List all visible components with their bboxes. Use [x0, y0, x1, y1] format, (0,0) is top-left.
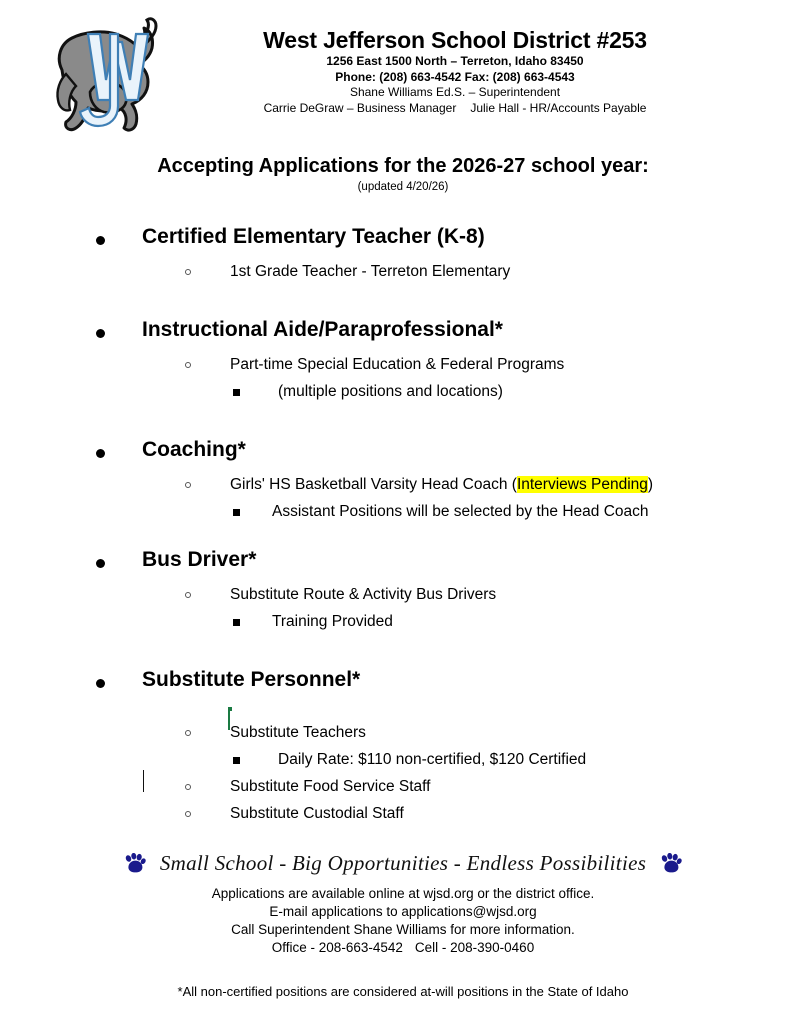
job-title: Bus Driver*	[142, 548, 257, 571]
job-subitem-label: Training Provided	[272, 613, 393, 630]
job-item-label	[230, 473, 653, 497]
page-title: Accepting Applications for the 2026-27 school year:	[157, 155, 649, 177]
bullet-square-icon	[233, 389, 240, 396]
job-section-instructional-aide	[0, 315, 806, 407]
collaborator-cursor	[228, 710, 230, 730]
job-title: Substitute Personnel*	[142, 668, 361, 691]
district-address: 1256 East 1500 North – Terreton, Idaho 83450	[326, 54, 584, 68]
job-item-label: Substitute Food Service Staff	[230, 778, 431, 795]
job-section-coaching	[0, 435, 806, 527]
job-section-bus-driver	[0, 545, 806, 637]
job-item-label: Substitute Route & Activity Bus Drivers	[230, 586, 497, 603]
section-gap	[0, 287, 806, 315]
job-subitem	[0, 748, 806, 775]
district-title: West Jefferson School District #253	[263, 27, 647, 53]
coach-text-before: Girls' HS Basketball Varsity Head Coach (	[230, 476, 517, 493]
job-section-certified-elementary-teacher	[0, 222, 806, 287]
job-section-substitute-personnel	[0, 665, 806, 829]
bullet-square-icon	[233, 757, 240, 764]
job-item-label: Substitute Teachers	[230, 724, 366, 741]
footer-applications-line: Applications are available online at wjsd.org or the district office.	[211, 886, 595, 901]
district-logo	[32, 8, 172, 140]
status-badge-interviews-pending: Interviews Pending	[516, 476, 648, 493]
job-listings	[0, 222, 806, 829]
bullet-disc-icon	[96, 679, 105, 688]
panther-wj-logo-icon	[32, 8, 172, 140]
job-heading	[0, 222, 806, 260]
bullet-disc-icon	[96, 449, 105, 458]
staff-line	[200, 101, 710, 117]
footer-office-phone: Office - 208-663-4542	[271, 940, 403, 955]
tagline-row	[0, 848, 806, 878]
job-heading	[0, 435, 806, 473]
job-item-label: Part-time Special Education & Federal Programs	[230, 356, 565, 373]
job-heading	[0, 665, 806, 703]
job-item	[0, 353, 806, 380]
job-heading	[0, 545, 806, 583]
header-text-block	[200, 26, 710, 116]
bullet-circle-icon	[185, 592, 191, 598]
bullet-square-icon	[233, 509, 240, 516]
hr-accounts-label: Julie Hall - HR/Accounts Payable	[470, 100, 647, 115]
job-title: Certified Elementary Teacher (K-8)	[142, 225, 485, 248]
footer-cell-phone: Cell - 208-390-0460	[414, 940, 535, 955]
footer-contact-block	[0, 885, 806, 957]
updated-date: (updated 4/20/26)	[357, 181, 449, 193]
job-subitem	[0, 610, 806, 637]
bullet-disc-icon	[96, 236, 105, 245]
item-gap	[0, 703, 806, 721]
district-tagline: Small School - Big Opportunities - Endless Possibilities	[159, 850, 647, 875]
bullet-circle-icon	[185, 784, 191, 790]
job-item	[0, 260, 806, 287]
footer-email-line: E-mail applications to applications@wjsd.org	[269, 904, 537, 919]
section-gap	[0, 527, 806, 545]
district-phone-fax: Phone: (208) 663-4542 Fax: (208) 663-4543	[335, 69, 575, 84]
job-item	[0, 583, 806, 610]
bullet-square-icon	[233, 619, 240, 626]
paw-print-icon	[660, 853, 682, 873]
footer-call-line: Call Superintendent Shane Williams for more information.	[231, 922, 575, 937]
job-subitem	[0, 380, 806, 407]
section-gap	[0, 407, 806, 435]
job-title: Instructional Aide/Paraprofessional*	[142, 318, 503, 341]
job-item	[0, 802, 806, 829]
superintendent-line: Shane Williams Ed.S. – Superintendent	[349, 85, 561, 99]
job-item-label: 1st Grade Teacher - Terreton Elementary	[230, 263, 511, 280]
job-item-label: Substitute Custodial Staff	[230, 805, 404, 822]
text-caret	[143, 770, 144, 792]
job-heading	[0, 315, 806, 353]
job-item	[0, 473, 806, 500]
business-manager-label: Carrie DeGraw – Business Manager	[263, 100, 457, 115]
job-title: Coaching*	[142, 438, 246, 461]
job-subitem-label: Assistant Positions will be selected by the Head Coach	[272, 503, 649, 520]
paw-print-icon	[124, 853, 146, 873]
bullet-circle-icon	[185, 269, 191, 275]
bullet-circle-icon	[185, 730, 191, 736]
footer-phone-line	[0, 939, 806, 957]
document-header	[0, 0, 806, 150]
job-item	[0, 775, 806, 802]
bullet-circle-icon	[185, 811, 191, 817]
bullet-disc-icon	[96, 329, 105, 338]
section-gap	[0, 637, 806, 665]
job-subitem-label: (multiple positions and locations)	[278, 383, 503, 400]
job-subitem	[0, 500, 806, 527]
page-title-block	[0, 153, 806, 195]
at-will-disclaimer: *All non-certified positions are considered at-will positions in the State of Idaho	[177, 984, 629, 999]
bullet-disc-icon	[96, 559, 105, 568]
job-subitem-label: Daily Rate: $110 non-certified, $120 Certified	[278, 751, 587, 768]
bullet-circle-icon	[185, 362, 191, 368]
job-item	[0, 721, 806, 748]
coach-text-after: )	[647, 476, 654, 493]
bullet-circle-icon	[185, 482, 191, 488]
document-footer	[0, 848, 806, 1001]
